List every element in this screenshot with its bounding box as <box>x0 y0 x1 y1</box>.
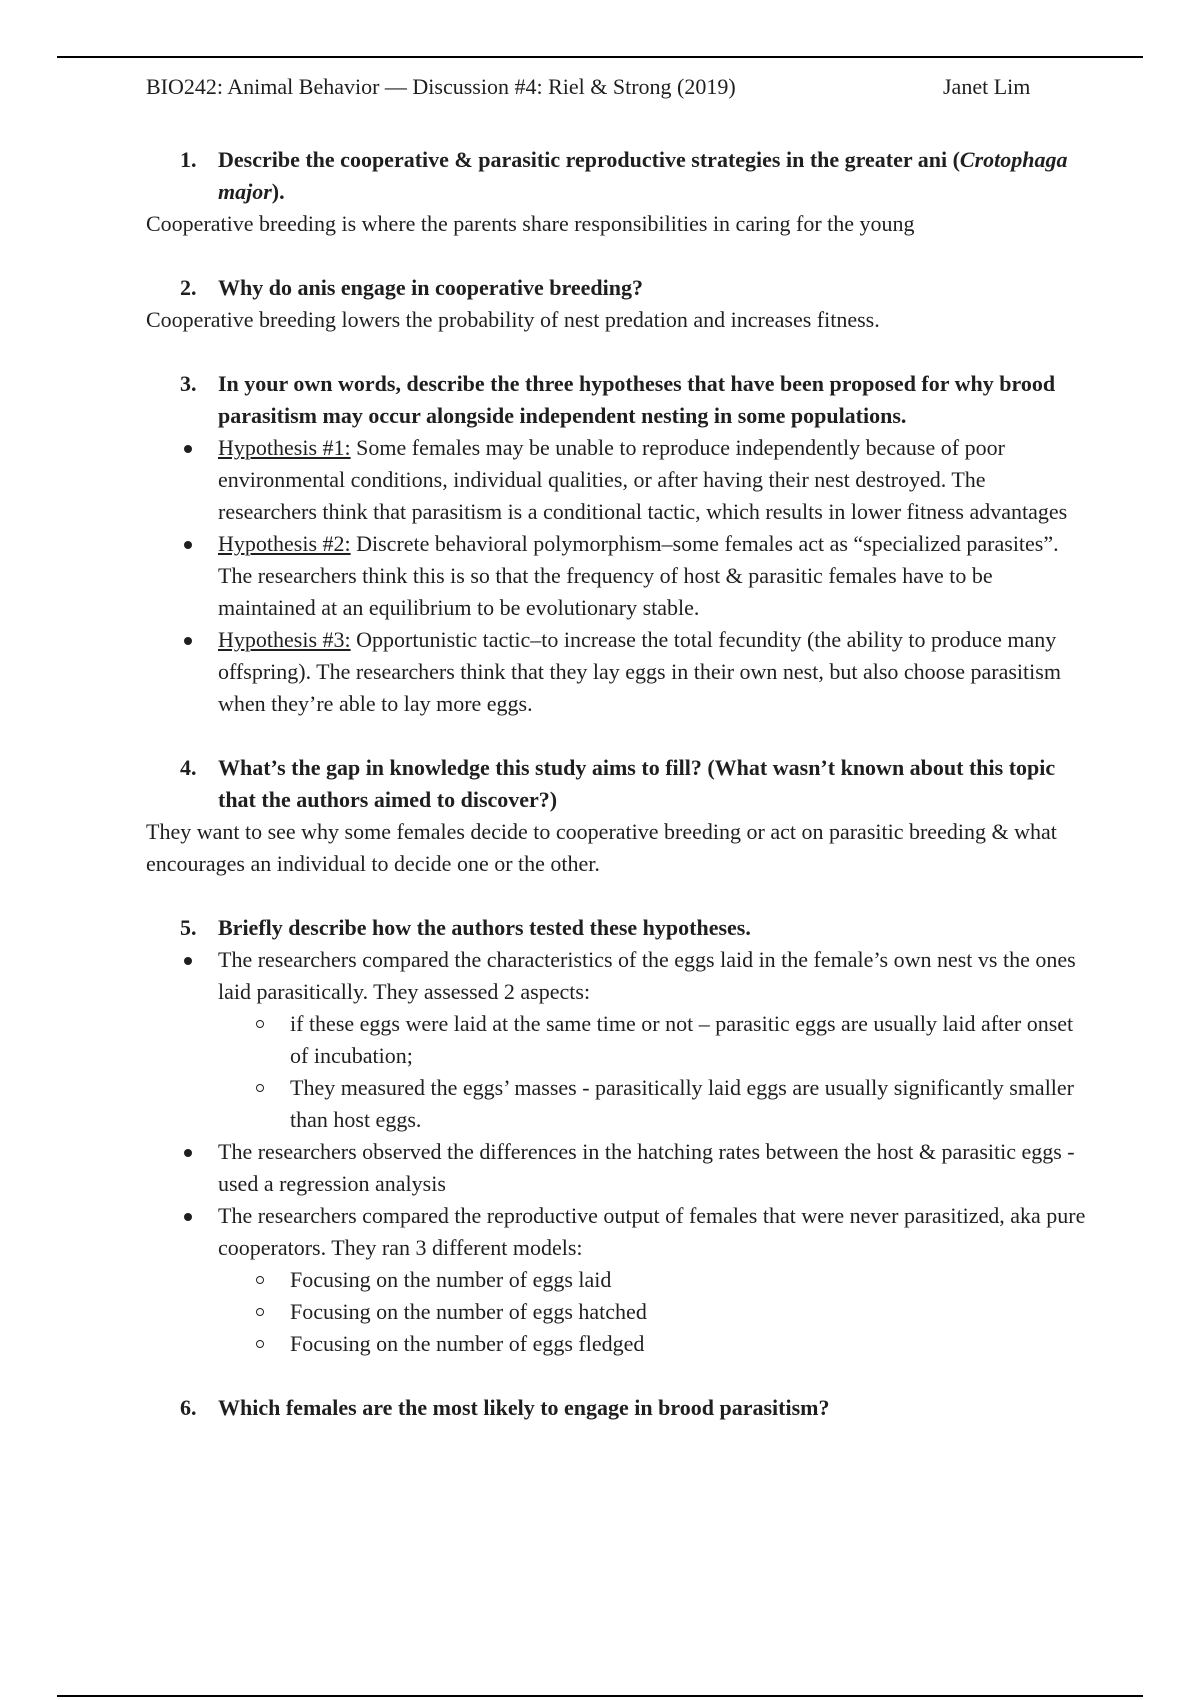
hypothesis-1 <box>146 432 1086 528</box>
bullet-icon <box>184 1149 192 1157</box>
bullet-icon <box>184 637 192 645</box>
bullet-text: The researchers compared the reproductive output of females that were never parasitized, aka pure cooperators. They ran 3 different models: <box>218 1203 1086 1260</box>
question-3 <box>146 368 1086 432</box>
question-number: 6. <box>180 1395 197 1420</box>
question-text: Describe the cooperative & parasitic reproductive strategies in the greater ani ( <box>218 147 960 172</box>
method-sub-item <box>146 1008 1086 1072</box>
sub-bullet-icon <box>256 1276 264 1284</box>
answer-1: Cooperative breeding is where the parents share responsibilities in caring for the young <box>146 211 915 236</box>
sub-item-text: Focusing on the number of eggs laid <box>290 1267 612 1292</box>
hypothesis-text: Some females may be unable to reproduce independently because of poor environmental conditions, individual qualities, or after having their nest destroyed. The researchers think that parasitism is a conditional tactic, which results in lower fitness advantages <box>218 435 1068 524</box>
question-text: Which females are the most likely to engage in brood parasitism? <box>218 1395 830 1420</box>
hypothesis-label: Hypothesis #3: <box>218 627 351 652</box>
question-text: In your own words, describe the three hypotheses that have been proposed for why brood parasitism may occur alongside independent nesting in some populations. <box>218 371 1056 428</box>
method-bullet-2 <box>146 1136 1086 1200</box>
course-title: BIO242: Animal Behavior — Discussion #4: Riel & Strong (2019) <box>146 74 736 99</box>
question-1 <box>146 144 1086 208</box>
question-text: What’s the gap in knowledge this study aims to fill? (What wasn’t known about this topic that the authors aimed to discover?) <box>218 755 1056 812</box>
bullet-icon <box>184 1213 192 1221</box>
sub-bullet-icon <box>256 1308 264 1316</box>
question-number: 1. <box>180 147 197 172</box>
hypothesis-2 <box>146 528 1086 624</box>
question-number: 4. <box>180 755 197 780</box>
sub-bullet-icon <box>256 1340 264 1348</box>
question-6 <box>146 1392 1086 1424</box>
model-item <box>146 1264 1086 1296</box>
sub-item-text: if these eggs were laid at the same time or not – parasitic eggs are usually laid after onset of incubation; <box>290 1011 1074 1068</box>
bullet-icon <box>184 541 192 549</box>
question-number: 5. <box>180 915 197 940</box>
document-body <box>146 144 1086 1424</box>
author-name: Janet Lim <box>943 74 1031 99</box>
model-item <box>146 1296 1086 1328</box>
question-text: Briefly describe how the authors tested these hypotheses. <box>218 915 751 940</box>
hypothesis-label: Hypothesis #1: <box>218 435 351 460</box>
bullet-icon <box>184 445 192 453</box>
question-text: Why do anis engage in cooperative breeding? <box>218 275 643 300</box>
sub-bullet-icon <box>256 1020 264 1028</box>
answer-2: Cooperative breeding lowers the probability of nest predation and increases fitness. <box>146 307 880 332</box>
question-2 <box>146 272 1086 304</box>
bullet-icon <box>184 957 192 965</box>
method-sub-item <box>146 1072 1086 1136</box>
question-number: 3. <box>180 371 197 396</box>
sub-item-text: They measured the eggs’ masses - parasitically laid eggs are usually significantly smaller than host eggs. <box>290 1075 1075 1132</box>
sub-bullet-icon <box>256 1084 264 1092</box>
model-item <box>146 1328 1086 1360</box>
question-4 <box>146 752 1086 816</box>
answer-4: They want to see why some females decide to cooperative breeding or act on parasitic breeding & what encourages an individual to decide one or the other. <box>146 819 1057 876</box>
method-bullet-3 <box>146 1200 1086 1264</box>
bottom-rule <box>57 1695 1143 1697</box>
hypothesis-text: Opportunistic tactic–to increase the total fecundity (the ability to produce many offspring). The researchers think that they lay eggs in their own nest, but also choose parasitism when they’re able to lay more eggs. <box>218 627 1061 716</box>
sub-item-text: Focusing on the number of eggs fledged <box>290 1331 645 1356</box>
bullet-text: The researchers compared the characteristics of the eggs laid in the female’s own nest vs the ones laid parasitically. They assessed 2 aspects: <box>218 947 1076 1004</box>
bullet-text: The researchers observed the differences in the hatching rates between the host & parasitic eggs - used a regression analysis <box>218 1139 1075 1196</box>
question-number: 2. <box>180 275 197 300</box>
hypothesis-3 <box>146 624 1086 720</box>
method-bullet-1 <box>146 944 1086 1008</box>
sub-item-text: Focusing on the number of eggs hatched <box>290 1299 647 1324</box>
hypothesis-text: Discrete behavioral polymorphism–some females act as “specialized parasites”. The researchers think this is so that the frequency of host & parasitic females have to be maintained at an equilibrium to be evolutionary stable. <box>218 531 1059 620</box>
hypothesis-label: Hypothesis #2: <box>218 531 351 556</box>
top-rule <box>57 56 1143 58</box>
species-name: Crotophaga major <box>218 147 1068 204</box>
question-5 <box>146 912 1086 944</box>
page-header <box>146 74 1054 104</box>
question-text-end: ). <box>271 179 285 204</box>
